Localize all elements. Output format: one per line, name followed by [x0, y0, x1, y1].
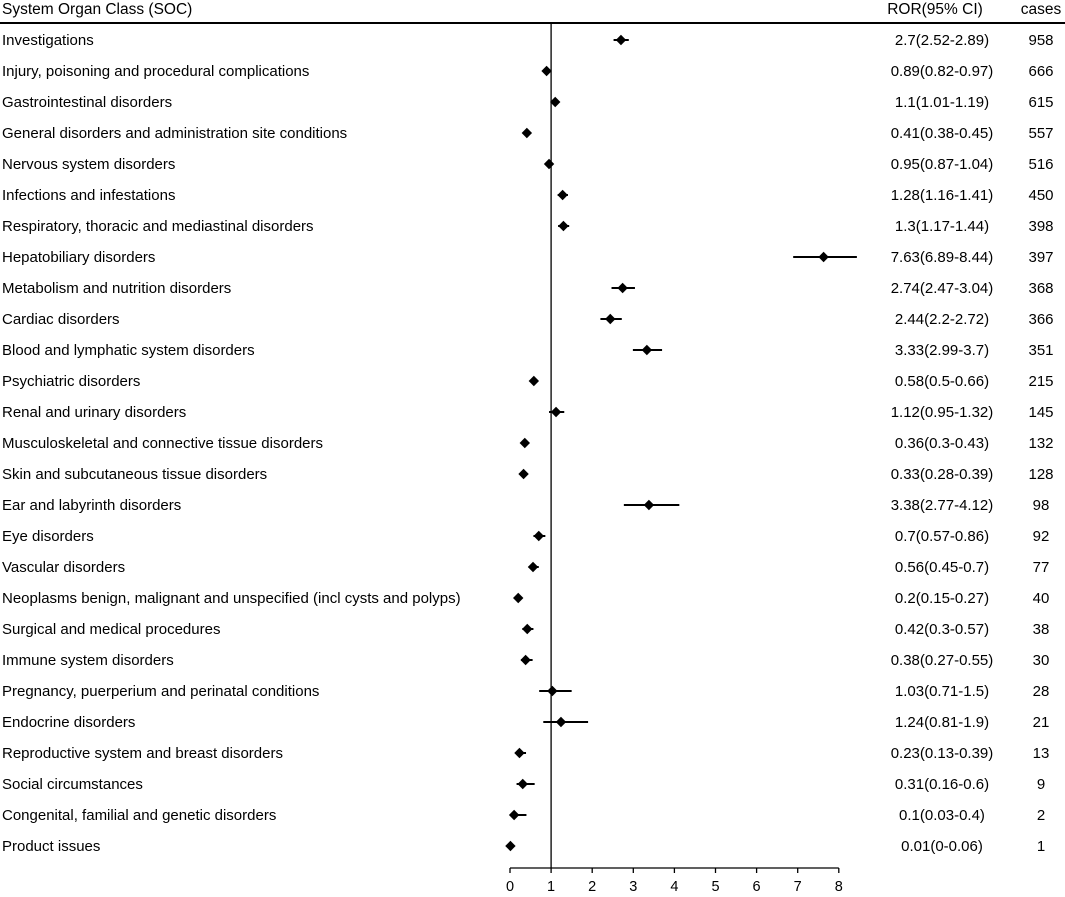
cases-value: 128 — [1028, 466, 1054, 483]
header-soc: System Organ Class (SOC) — [2, 1, 193, 18]
point-estimate-marker — [616, 35, 626, 45]
table-row — [2, 621, 1049, 638]
point-estimate-marker — [617, 283, 627, 293]
ror-ci-value: 0.23(0.13-0.39) — [890, 745, 994, 762]
row-label: Cardiac disorders — [2, 311, 120, 328]
header-cases: cases — [1020, 1, 1062, 18]
ror-ci-value: 0.41(0.38-0.45) — [890, 125, 994, 142]
cases-value: 397 — [1028, 249, 1054, 266]
table-row — [2, 838, 1045, 855]
cases-value: 516 — [1028, 156, 1054, 173]
cases-value: 132 — [1028, 435, 1054, 452]
row-label: Product issues — [2, 838, 101, 855]
ror-ci-value: 0.31(0.16-0.6) — [894, 776, 990, 793]
table-row — [2, 652, 1049, 669]
x-tick-label: 6 — [752, 879, 761, 895]
table-row — [2, 559, 1049, 576]
cases-value: 666 — [1028, 63, 1054, 80]
point-estimate-marker — [514, 748, 524, 758]
point-estimate-marker — [547, 686, 557, 696]
x-tick-label: 3 — [629, 879, 638, 895]
table-row — [2, 218, 1054, 235]
row-label: Pregnancy, puerperium and perinatal conditions — [2, 683, 320, 700]
ror-ci-value: 1.12(0.95-1.32) — [890, 404, 994, 421]
x-tick-label: 7 — [793, 879, 802, 895]
table-header — [0, 1, 1065, 23]
cases-value: 557 — [1028, 125, 1054, 142]
cases-value: 145 — [1028, 404, 1054, 421]
ror-ci-value: 0.33(0.28-0.39) — [890, 466, 994, 483]
table-row — [2, 125, 1054, 142]
table-row — [2, 404, 1054, 421]
row-label: General disorders and administration site conditions — [2, 125, 348, 142]
point-estimate-marker — [551, 407, 561, 417]
x-tick-label: 2 — [588, 879, 597, 895]
cases-value: 98 — [1032, 497, 1050, 514]
table-row — [2, 807, 1045, 824]
point-estimate-marker — [518, 779, 528, 789]
point-estimate-marker — [505, 841, 515, 851]
ror-ci-value: 0.95(0.87-1.04) — [890, 156, 994, 173]
point-estimate-marker — [605, 314, 615, 324]
point-estimate-marker — [558, 221, 568, 231]
ror-ci-value: 0.38(0.27-0.55) — [890, 652, 994, 669]
point-estimate-marker — [818, 252, 828, 262]
point-estimate-marker — [528, 562, 538, 572]
x-tick-label: 0 — [505, 879, 515, 895]
table-row — [2, 94, 1054, 111]
cases-value: 215 — [1028, 373, 1054, 390]
row-label: Vascular disorders — [2, 559, 126, 576]
row-label: Immune system disorders — [2, 652, 174, 669]
row-label: Psychiatric disorders — [2, 373, 141, 390]
point-estimate-marker — [556, 717, 566, 727]
cases-value: 30 — [1032, 652, 1050, 669]
ror-ci-value: 0.7(0.57-0.86) — [894, 528, 990, 545]
x-tick-label: 4 — [670, 879, 679, 895]
ror-ci-value: 1.03(0.71-1.5) — [894, 683, 990, 700]
table-row — [2, 156, 1054, 173]
point-estimate-marker — [544, 159, 554, 169]
ror-ci-value: 0.42(0.3-0.57) — [894, 621, 990, 638]
cases-value: 368 — [1028, 280, 1054, 297]
row-label: Blood and lymphatic system disorders — [2, 342, 255, 359]
table-row — [2, 714, 1049, 731]
ror-ci-value: 1.1(1.01-1.19) — [894, 94, 990, 111]
ror-ci-value: 7.63(6.89-8.44) — [890, 249, 994, 266]
point-estimate-marker — [529, 376, 539, 386]
x-axis — [506, 24, 843, 895]
row-label: Congenital, familial and genetic disorders — [2, 807, 277, 824]
ror-ci-value: 1.3(1.17-1.44) — [894, 218, 990, 235]
table-row — [2, 342, 1054, 359]
point-estimate-marker — [534, 531, 544, 541]
table-row — [2, 373, 1054, 390]
cases-value: 450 — [1028, 187, 1054, 204]
table-row — [2, 311, 1054, 328]
table-row — [2, 249, 1054, 266]
row-label: Musculoskeletal and connective tissue disorders — [2, 435, 323, 452]
row-label: Eye disorders — [2, 528, 94, 545]
cases-value: 92 — [1032, 528, 1050, 545]
cases-value: 13 — [1032, 745, 1050, 762]
row-label: Respiratory, thoracic and mediastinal disorders — [2, 218, 314, 235]
cases-value: 615 — [1028, 94, 1054, 111]
cases-value: 28 — [1032, 683, 1050, 700]
ror-ci-value: 0.56(0.45-0.7) — [894, 559, 990, 576]
point-estimate-marker — [509, 810, 519, 820]
row-label: Renal and urinary disorders — [2, 404, 187, 421]
cases-value: 958 — [1028, 32, 1054, 49]
row-label: Metabolism and nutrition disorders — [2, 280, 232, 297]
row-label: Injury, poisoning and procedural complications — [2, 63, 310, 80]
cases-value: 366 — [1028, 311, 1054, 328]
cases-value: 1 — [1036, 838, 1046, 855]
ror-ci-value: 0.36(0.3-0.43) — [894, 435, 990, 452]
ror-ci-value: 0.58(0.5-0.66) — [894, 373, 990, 390]
cases-value: 21 — [1032, 714, 1050, 731]
cases-value: 351 — [1028, 342, 1054, 359]
cases-value: 40 — [1032, 590, 1050, 607]
row-label: Endocrine disorders — [2, 714, 136, 731]
ror-ci-value: 0.01(0-0.06) — [901, 838, 983, 855]
row-label: Social circumstances — [2, 776, 143, 793]
row-label: Infections and infestations — [2, 187, 176, 204]
point-estimate-marker — [557, 190, 567, 200]
point-estimate-marker — [520, 438, 530, 448]
table-row — [2, 466, 1054, 483]
cases-value: 38 — [1032, 621, 1050, 638]
row-label: Surgical and medical procedures — [2, 621, 221, 638]
point-estimate-marker — [522, 128, 532, 138]
x-tick-label: 1 — [547, 879, 556, 895]
point-estimate-marker — [520, 655, 530, 665]
row-label: Skin and subcutaneous tissue disorders — [2, 466, 268, 483]
table-row — [2, 745, 1049, 762]
table-row — [2, 187, 1054, 204]
x-tick-label: 5 — [711, 879, 720, 895]
point-estimate-marker — [513, 593, 523, 603]
table-row — [2, 435, 1054, 452]
cases-value: 9 — [1036, 776, 1046, 793]
row-label: Gastrointestinal disorders — [2, 94, 173, 111]
row-label: Ear and labyrinth disorders — [2, 497, 182, 514]
cases-value: 77 — [1032, 559, 1050, 576]
ror-ci-value: 3.38(2.77-4.12) — [890, 497, 994, 514]
cases-value: 2 — [1036, 807, 1046, 824]
row-label: Investigations — [2, 32, 94, 49]
table-row — [2, 497, 1049, 514]
point-estimate-marker — [541, 66, 551, 76]
rows — [2, 32, 1054, 855]
point-estimate-marker — [518, 469, 528, 479]
ror-ci-value: 2.7(2.52-2.89) — [894, 32, 990, 49]
table-row — [2, 528, 1049, 545]
point-estimate-marker — [644, 500, 654, 510]
ror-ci-value: 1.24(0.81-1.9) — [894, 714, 990, 731]
table-row — [2, 32, 1054, 49]
row-label: Hepatobiliary disorders — [2, 249, 156, 266]
ror-ci-value: 0.89(0.82-0.97) — [890, 63, 994, 80]
ror-ci-value: 0.1(0.03-0.4) — [899, 807, 985, 824]
row-label: Reproductive system and breast disorders — [2, 745, 283, 762]
table-row — [2, 280, 1054, 297]
row-label: Neoplasms benign, malignant and unspecified (incl cysts and polyps) — [2, 590, 461, 607]
ror-ci-value: 1.28(1.16-1.41) — [890, 187, 994, 204]
x-tick-label: 8 — [834, 879, 843, 895]
point-estimate-marker — [642, 345, 652, 355]
ror-ci-value: 2.74(2.47-3.04) — [890, 280, 994, 297]
header-ror: ROR(95% CI) — [887, 1, 983, 18]
table-row — [2, 683, 1049, 700]
point-estimate-marker — [522, 624, 532, 634]
row-label: Nervous system disorders — [2, 156, 176, 173]
ror-ci-value: 3.33(2.99-3.7) — [894, 342, 990, 359]
table-row — [2, 590, 1049, 607]
cases-value: 398 — [1028, 218, 1054, 235]
ror-ci-value: 2.44(2.2-2.72) — [894, 311, 990, 328]
table-row — [2, 63, 1054, 80]
table-row — [2, 776, 1045, 793]
ror-ci-value: 0.2(0.15-0.27) — [894, 590, 990, 607]
